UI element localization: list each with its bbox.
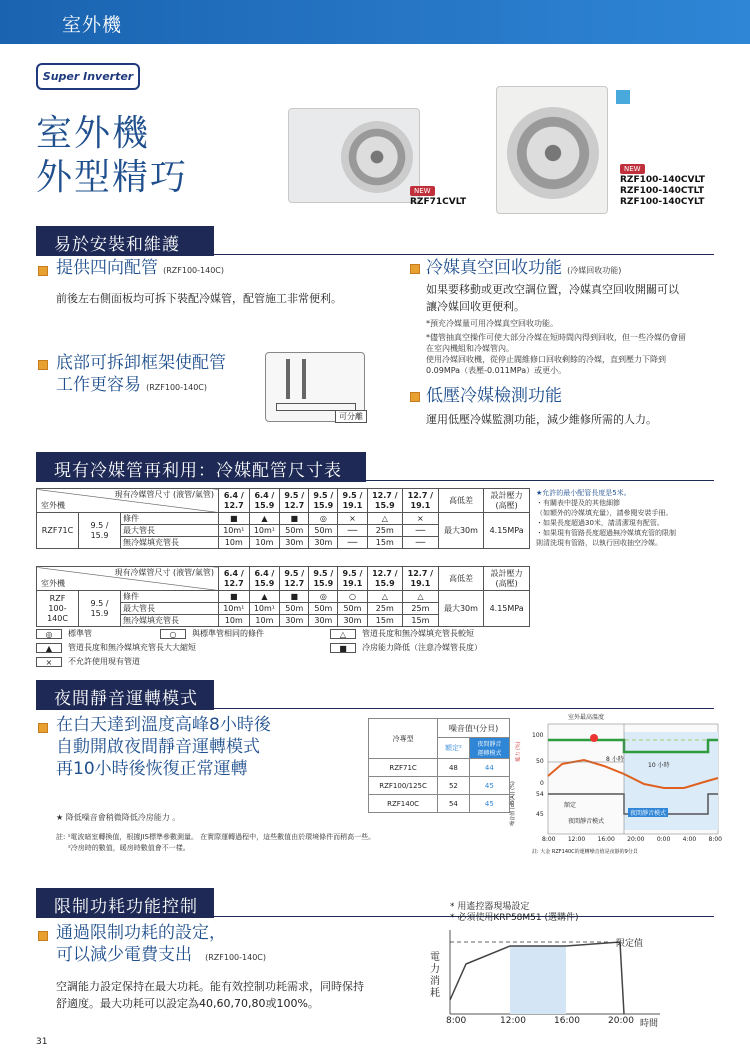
text-line: 如果要移動或更改空調位置，冷媒真空回收開關可以 (426, 283, 679, 296)
bullet-icon (410, 264, 420, 274)
len-cell: 10m (249, 615, 280, 627)
section-title-pipes: 現有冷媒管再利用：冷媒配管尺寸表 (36, 452, 366, 482)
small-unit-image (288, 108, 420, 203)
len-cell: ── (338, 525, 367, 537)
note-line: （如額外的冷媒填充量），請參閱安裝手冊。 (536, 509, 673, 517)
cond-cell: △ (367, 591, 403, 603)
row-label: 條件 (121, 591, 219, 603)
len-cell: 25m (367, 603, 403, 615)
hero-line-1: 室外機 (36, 113, 151, 154)
pipe-table-rzf100-140c (36, 566, 530, 627)
height-header: 高低差 (438, 567, 484, 591)
power-limit-chart (430, 902, 720, 1032)
pressure-header: 設計壓力 (高壓) (484, 567, 530, 591)
bullet-icon (410, 392, 420, 402)
bullet-icon (38, 723, 48, 733)
size-cell: 6.4 / 15.9 (249, 489, 280, 513)
cond-cell: × (403, 513, 439, 525)
section-title-night-mode: 夜間靜音運轉模式 (36, 680, 214, 710)
len-cell: 50m (280, 603, 309, 615)
feature-four-way (56, 257, 224, 279)
big-unit-caption (620, 156, 705, 208)
pipe-cell: 9.5 / 15.9 (79, 513, 121, 549)
night-cell: 45 (469, 777, 509, 795)
text-line: 舒適度。最大功耗可以設定為40,60,70,80或100%。 (56, 997, 319, 1010)
note-line: * 用遙控器現場設定 (450, 902, 530, 912)
size-cell: 12.7 / 19.1 (403, 567, 439, 591)
size-cell: 12.7 / 15.9 (367, 489, 403, 513)
y-tick: 50 (536, 758, 544, 765)
feature-title: 提供四向配管 (56, 258, 158, 278)
text-line: 空調能力設定保持在最大功耗。能有效控制功耗需求，同時保持 (56, 980, 364, 993)
feature-subtitle: (冷媒回收功能) (567, 266, 622, 275)
unit-header: 室外機 (41, 579, 65, 588)
cond-cell: ▲ (249, 591, 280, 603)
rated-label: 額定 (564, 802, 577, 809)
text-line: 讓冷媒回收更便利。 (426, 300, 525, 313)
len-cell: 10m¹ (219, 603, 250, 615)
section-title-install: 易於安裝和維護 (36, 226, 214, 256)
note-line: *預充冷媒量可用冷媒真空回收功能。 (426, 319, 558, 328)
feature-title: 底部可拆卸框架使配管 (56, 353, 226, 373)
len-cell: 10m¹ (219, 525, 250, 537)
feature-title: 再10小時後恢復正常運轉 (56, 759, 248, 779)
header-title: 室外機 (62, 14, 123, 36)
x-unit: 時間 (640, 1019, 659, 1029)
cond-cell: ◎ (309, 591, 338, 603)
note-line: 在室內機組和冷媒管內。 (426, 344, 514, 353)
super-inverter-logo: Super Inverter (36, 63, 140, 90)
feature-title: 低壓冷媒檢測功能 (426, 386, 562, 406)
feature-title: 工作更容易 (56, 375, 141, 395)
size-cell: 6.4 / 12.7 (219, 567, 250, 591)
small-unit-caption (410, 178, 466, 208)
legend-item: ■ 冷房能力降低（注意冷媒管長度） (330, 642, 482, 653)
rated-header: 額定² (438, 738, 470, 759)
fan-icon (507, 107, 599, 199)
cond-cell: ◎ (309, 513, 338, 525)
len-cell: 25m (367, 525, 403, 537)
cond-cell: △ (367, 513, 403, 525)
rated-cell: 52 (438, 777, 470, 795)
model-cell: RZF140C (369, 795, 438, 813)
len-cell: 50m (338, 603, 367, 615)
noise-footnotes (56, 832, 375, 854)
size-cell: 9.5 / 19.1 (338, 567, 367, 591)
new-badge: NEW (620, 164, 645, 174)
x-ticks: 8:00 12:00 16:00 20:00 0:00 4:00 8:00 (542, 836, 722, 843)
cond-cell: ▲ (249, 513, 280, 525)
chart-top-label: 室外最高溫度 (568, 714, 605, 721)
note-line: *儘管抽真空操作可使大部分冷媒在短時間內得到回收，但一些冷媒仍會留 (426, 333, 686, 342)
legend-item: △ 管道長度和無冷媒填充管長較短 (330, 628, 474, 639)
cond-cell: △ (403, 591, 439, 603)
cond-cell: ■ (219, 513, 250, 525)
note-line: ・如果現有管路長度超過無冷媒填充管的限制 (536, 529, 676, 537)
model-cell: RZF 100-140C (37, 591, 79, 627)
sun-icon (590, 734, 598, 742)
big-model-1: RZF100-140CVLT (620, 175, 705, 185)
y-label: 噪音值 (dB(A)) (%) (509, 781, 516, 826)
pipe-side-notes (536, 488, 726, 548)
note-line: 則清洗現有管路，以執行回收抽空冷媒。 (536, 539, 662, 547)
height-cell: 最大30m (438, 513, 484, 549)
night-cell: 44 (469, 759, 509, 777)
feature-vacuum-recovery (426, 257, 621, 279)
len-cell: 50m (309, 603, 338, 615)
bullet-icon (38, 360, 48, 370)
feature-subtitle: (RZF100-140C) (146, 383, 207, 392)
len-cell: 10m (249, 537, 280, 549)
legend-item: ○ 與標準管相同的條件 (160, 628, 264, 639)
duration-label: 10 小時 (648, 762, 670, 769)
feature-text: 運用低壓冷媒監測功能，減少維修所需的人力。 (426, 413, 657, 426)
night-label: 夜間靜音模式 (568, 818, 605, 825)
y-label: 電力消耗 (430, 952, 440, 999)
note-line: ・如果長度超過30米，請清潔現有配管。 (536, 519, 664, 527)
y-label: 能力 (%) (515, 741, 522, 762)
night-mode-feature (56, 714, 271, 780)
feature-title: 冷媒真空回收功能 (426, 258, 562, 278)
power-limit-feature (56, 922, 266, 966)
len-cell: 50m (280, 525, 309, 537)
pipe-header: 現有冷媒管尺寸 (液管/氣管) (114, 490, 214, 499)
cond-cell: × (338, 513, 367, 525)
len-cell: 15m (367, 537, 403, 549)
pressure-header: 設計壓力 (高壓) (484, 489, 530, 513)
height-header: 高低差 (438, 489, 484, 513)
size-cell: 12.7 / 19.1 (403, 489, 439, 513)
len-cell: 10m (219, 537, 250, 549)
power-limit-text (56, 978, 364, 1012)
y-tick: 100 (532, 732, 544, 739)
note-line: ★允許的最小配管長度是5米。 (536, 489, 631, 497)
pressure-cell: 4.15MPa (484, 513, 530, 549)
note-line: 註: ¹電波暗室轉換值，根據JIS標準參數測量。 在實際運轉過程中，這些數值由於環境條件而稍高一些。 (56, 833, 376, 841)
brand-mark-icon (616, 90, 630, 104)
pipe-header: 現有冷媒管尺寸 (液管/氣管) (114, 568, 214, 577)
cond-cell: ○ (338, 591, 367, 603)
len-cell: 15m (403, 615, 439, 627)
legend-item: ◎ 標準管 (36, 628, 92, 639)
row-label: 無冷媒填充管長 (121, 537, 219, 549)
x-tick: 20:00 (608, 1016, 634, 1026)
model-cell: RZF71C (369, 759, 438, 777)
len-cell: 50m (309, 525, 338, 537)
len-cell: ── (338, 537, 367, 549)
chart-svg (430, 902, 720, 1032)
size-cell: 6.4 / 15.9 (249, 567, 280, 591)
night-mode-chart (509, 712, 724, 862)
divider (366, 480, 714, 481)
feature-detachable-frame (56, 352, 226, 396)
size-cell: 6.4 / 12.7 (219, 489, 250, 513)
len-cell: 10m¹ (249, 525, 280, 537)
len-cell: ── (403, 525, 439, 537)
night-cell: 45 (469, 795, 509, 813)
limit-label: 限定值 (616, 939, 644, 949)
page-number: 31 (36, 1037, 48, 1047)
night-label: 夜間靜音模式 (630, 810, 667, 817)
hero-title (36, 112, 188, 200)
feature-title: 在白天達到溫度高峰8小時後 (56, 715, 271, 735)
night-header: 夜間靜音 運轉模式 (469, 738, 509, 759)
cond-cell: ■ (280, 591, 309, 603)
divider (214, 254, 714, 255)
chart-footnote: 註: 大金 RZF140C的運轉噪音值是夜靜的9分貝 (532, 849, 638, 855)
size-cell: 9.5 / 15.9 (309, 567, 338, 591)
y-tick: 0 (540, 780, 544, 787)
feature-text: 前後左右側面板均可拆下裝配冷媒管，配管施工非常便利。 (56, 292, 342, 305)
section-title-power-limit: 限制功耗功能控制 (36, 888, 214, 918)
size-cell: 9.5 / 15.9 (309, 489, 338, 513)
x-tick: 8:00 (446, 1016, 467, 1026)
rated-cell: 48 (438, 759, 470, 777)
len-cell: ── (403, 537, 439, 549)
note-line: * 必須使用KRP58M51 (選購件) (450, 913, 579, 923)
star-note: ★ 降低噪音會稍微降低冷房能力 。 (56, 813, 181, 822)
x-tick: 12:00 (500, 1016, 526, 1026)
x-tick: 16:00 (554, 1016, 580, 1026)
len-cell: 30m (338, 615, 367, 627)
len-cell: 30m (280, 615, 309, 627)
fan-icon (341, 121, 413, 193)
feature-text (426, 281, 679, 315)
hero-line-2: 外型精巧 (36, 157, 189, 198)
size-cell: 9.5 / 19.1 (338, 489, 367, 513)
feature-title: 可以減少電費支出 (56, 945, 192, 965)
len-cell: 10m¹ (249, 603, 280, 615)
bullet-icon (38, 266, 48, 276)
detach-label: 可分離 (335, 410, 367, 423)
row-label: 無冷媒填充管長 (121, 615, 219, 627)
feature-subtitle: (RZF100-140C) (205, 953, 266, 962)
len-cell: 10m (219, 615, 250, 627)
height-cell: 最大30m (438, 591, 484, 627)
big-model-3: RZF100-140CYLT (620, 197, 705, 207)
y-tick: 45 (536, 811, 544, 818)
size-cell: 9.5 / 12.7 (280, 567, 309, 591)
model-cell: RZF71C (37, 513, 79, 549)
len-cell: 25m (403, 603, 439, 615)
limit-period-shade (510, 946, 566, 1014)
duration-label: 8 小時 (606, 756, 624, 763)
pipe-cell: 9.5 / 15.9 (79, 591, 121, 627)
len-cell: 30m (309, 615, 338, 627)
size-cell: 12.7 / 15.9 (367, 567, 403, 591)
big-unit-image (496, 86, 608, 214)
len-cell: 30m (280, 537, 309, 549)
pipe-table-rzf71c (36, 488, 530, 549)
size-cell: 9.5 / 12.7 (280, 489, 309, 513)
row-label: 最大管長 (121, 525, 219, 537)
unit-header: 室外機 (41, 501, 65, 510)
note-line: ²冷房時的數值，暖房時數值會不一樣。 (68, 844, 190, 852)
note-line: ・有關表中提及的其他細節 (536, 499, 620, 507)
row-label: 條件 (121, 513, 219, 525)
cond-cell: ■ (280, 513, 309, 525)
cond-cell: ■ (219, 591, 250, 603)
len-cell: 15m (367, 615, 403, 627)
divider (214, 708, 714, 709)
len-cell: 30m (309, 537, 338, 549)
y-tick: 54 (536, 791, 544, 798)
noise-header: 噪音值¹(分貝) (438, 719, 510, 738)
big-model-2: RZF100-140CTLT (620, 186, 705, 196)
model-cell: RZF100/125C (369, 777, 438, 795)
row-label: 最大管長 (121, 603, 219, 615)
small-model: RZF71CVLT (410, 197, 467, 207)
noise-table (368, 718, 510, 813)
legend-item: ▲ 管道長度和無冷媒填充管長大大縮短 (36, 642, 196, 653)
new-badge: NEW (410, 186, 435, 196)
feature-title: 自動開啟夜間靜音運轉模式 (56, 737, 260, 757)
rated-cell: 54 (438, 795, 470, 813)
model-header: 冷專型 (369, 719, 438, 759)
legend-item: × 不允許使用現有管道 (36, 656, 140, 667)
vacuum-notes (426, 318, 686, 376)
note-line: 使用冷媒回收機，從停止閥維修口回收剩餘的冷媒，直到壓力下降到 (426, 355, 666, 364)
feature-subtitle: (RZF100-140C) (163, 266, 224, 275)
feature-title: 通過限制功耗的設定， (56, 923, 226, 943)
bullet-icon (38, 931, 48, 941)
pressure-cell: 4.15MPa (484, 591, 530, 627)
note-line: 0.09MPa（表壓-0.011MPa）或更小。 (426, 366, 567, 375)
